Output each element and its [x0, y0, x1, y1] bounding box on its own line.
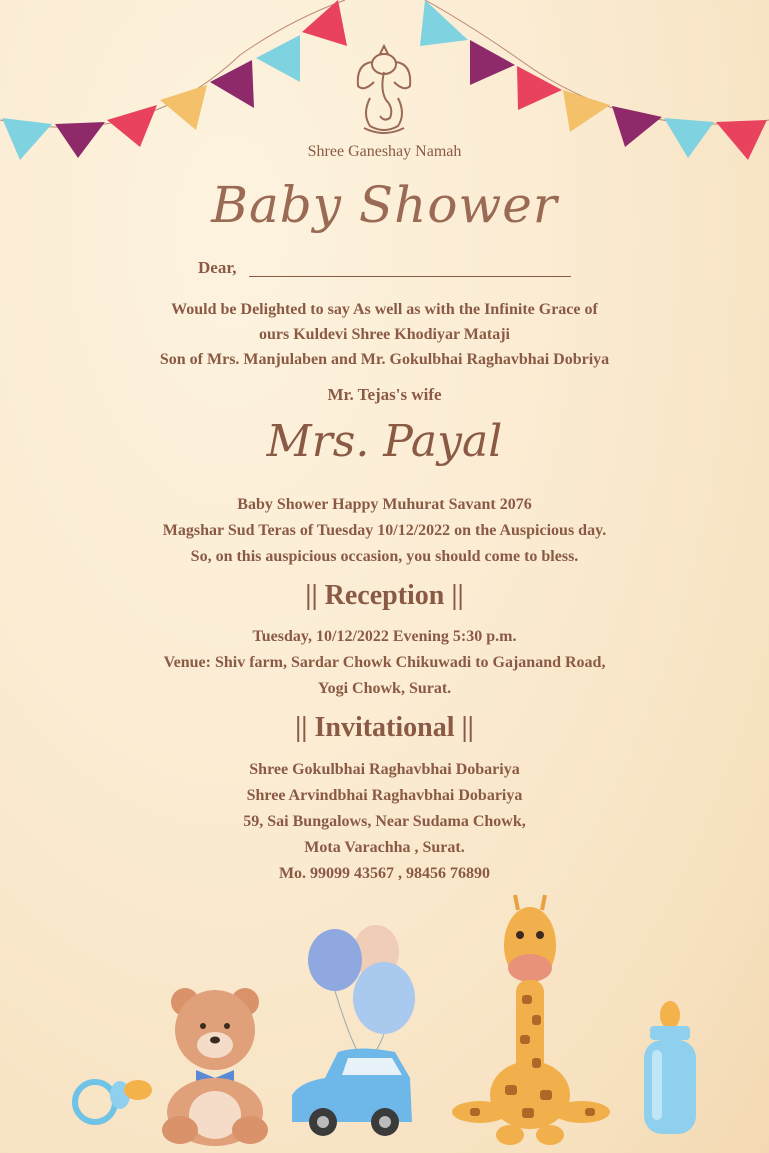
intro-text — [0, 297, 769, 372]
balloons-icon — [308, 925, 415, 1062]
intro-line: Would be Delighted to say As well as with the Infinite Grace of — [171, 301, 598, 318]
invitational-line: Shree Arvindbhai Raghavbhai Dobariya — [246, 787, 523, 804]
flag — [612, 106, 662, 147]
honoree-relation: Mr. Tejas's wife — [327, 385, 442, 404]
reception-line: Yogi Chowk, Surat. — [317, 680, 452, 697]
dear-label: Dear, — [198, 258, 237, 277]
intro-line: Son of Mrs. Manjulaben and Mr. Gokulbhai Raghavbhai Dobriya — [159, 351, 610, 368]
flag — [256, 35, 300, 82]
teddy-bear-icon — [162, 988, 268, 1146]
invitational-line: 59, Sai Bungalows, Near Sudama Chowk, — [243, 813, 526, 830]
reception-line: Venue: Shiv farm, Sardar Chowk Chikuwadi to Gajanand Road, — [163, 654, 606, 671]
flag — [517, 66, 562, 110]
name-blank-line — [249, 276, 571, 277]
ganesha-icon — [350, 42, 418, 136]
flag — [563, 90, 610, 132]
flag — [420, 0, 468, 46]
page-title: Baby Shower — [211, 176, 558, 234]
toys-illustration — [0, 890, 769, 1153]
muhurat-line: Baby Shower Happy Muhurat Savant 2076 — [237, 496, 532, 513]
flag — [302, 0, 347, 46]
flag — [210, 60, 254, 108]
baby-bottle-icon — [644, 1001, 696, 1134]
muhurat-text — [0, 492, 769, 570]
intro-line: ours Kuldevi Shree Khodiyar Mataji — [259, 326, 510, 343]
reception-line: Tuesday, 10/12/2022 Evening 5:30 p.m. — [252, 628, 517, 645]
giraffe-icon — [452, 895, 610, 1145]
invitational-heading: || Invitational || — [295, 712, 474, 743]
flag — [107, 105, 157, 147]
honoree-name: Mrs. Payal — [266, 416, 503, 467]
toy-car-icon — [292, 1049, 412, 1137]
invitational-line: Shree Gokulbhai Raghavbhai Dobariya — [249, 761, 520, 778]
flag — [160, 85, 207, 130]
invitational-details — [0, 757, 769, 861]
muhurat-line: Magshar Sud Teras of Tuesday 10/12/2022 on the Auspicious day. — [162, 522, 607, 539]
reception-details — [0, 624, 769, 702]
muhurat-line: So, on this auspicious occasion, you should come to bless. — [190, 548, 579, 565]
pacifier-icon — [75, 1080, 152, 1122]
mobile-numbers: Mo. 99099 43567 , 98456 76890 — [278, 865, 491, 882]
reception-heading: || Reception || — [305, 580, 464, 611]
invitational-line: Mota Varachha , Surat. — [304, 839, 465, 856]
flag — [470, 40, 515, 85]
blessing-text: Shree Ganeshay Namah — [307, 143, 462, 160]
